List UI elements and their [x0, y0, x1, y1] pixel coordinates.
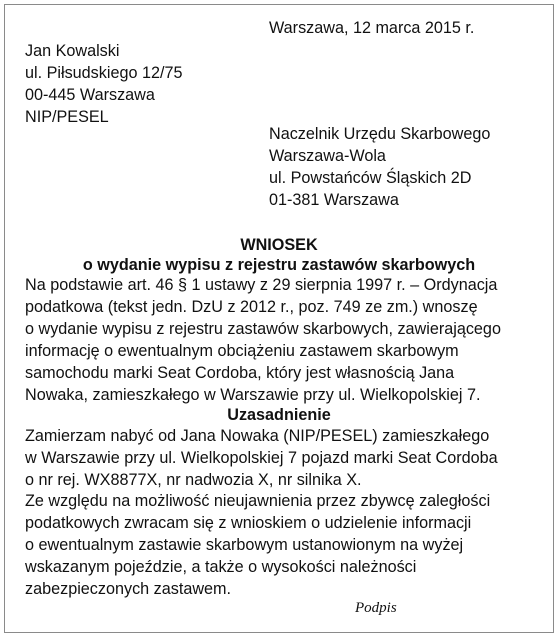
request-line: informację o ewentualnym obciążeniu zastawem skarbowym	[25, 342, 459, 360]
request-line: o wydanie wypisu z rejestru zastawów skarbowych, zawierającego	[25, 320, 501, 338]
justification-line: podatkowych zwracam się z wnioskiem o udzielenie informacji	[25, 514, 472, 532]
document-page	[4, 4, 554, 633]
document-title: WNIOSEK	[240, 236, 318, 254]
justification-line: w Warszawie przy ul. Wielkopolskiej 7 pojazd marki Seat Cordoba	[25, 449, 498, 467]
recipient-line: 01-381 Warszawa	[269, 191, 399, 209]
date-line: Warszawa, 12 marca 2015 r.	[269, 19, 475, 37]
recipient-address	[269, 123, 490, 211]
justification-heading: Uzasadnienie	[227, 406, 331, 424]
justification-line: o ewentualnym zastawie skarbowym ustanowionym na wyżej	[25, 536, 464, 554]
recipient-line: Naczelnik Urzędu Skarbowego	[269, 125, 491, 143]
sender-city: 00-445 Warszawa	[25, 86, 155, 104]
justification-line: o nr rej. WX8877X, nr nadwozia X, nr silnika X.	[25, 471, 362, 489]
justification-line: Zamierzam nabyć od Jana Nowaka (NIP/PESEL) zamieszkałego	[25, 427, 490, 445]
request-paragraph	[25, 274, 501, 406]
request-line: podatkowa (tekst jedn. DzU z 2012 r., poz. 749 ze zm.) wnoszę	[25, 298, 478, 316]
sender-id: NIP/PESEL	[25, 108, 109, 126]
justification-line: Ze względu na możliwość nieujawnienia przez zbywcę zaległości	[25, 492, 491, 510]
request-line: Na podstawie art. 46 § 1 ustawy z 29 sierpnia 1997 r. – Ordynacja	[25, 276, 498, 294]
justification-line: zabezpieczonych zastawem.	[25, 580, 232, 598]
recipient-line: ul. Powstańców Śląskich 2D	[269, 169, 472, 187]
sender-street: ul. Piłsudskiego 12/75	[25, 64, 183, 82]
justification-paragraph-1	[25, 425, 498, 491]
sender-address	[25, 40, 182, 128]
signature-label: Podpis	[355, 600, 397, 616]
sender-name: Jan Kowalski	[25, 42, 120, 60]
request-line: Nowaka, zamieszkałego w Warszawie przy ul. Wielkopolskiej 7.	[25, 386, 481, 404]
justification-paragraph-2	[25, 490, 490, 600]
document-subtitle: o wydanie wypisu z rejestru zastawów skarbowych	[82, 256, 476, 274]
recipient-line: Warszawa-Wola	[269, 147, 386, 165]
request-line: samochodu marki Seat Cordoba, który jest własnością Jana	[25, 364, 455, 382]
justification-line: wskazanym pojeździe, a także o wysokości należności	[25, 558, 417, 576]
